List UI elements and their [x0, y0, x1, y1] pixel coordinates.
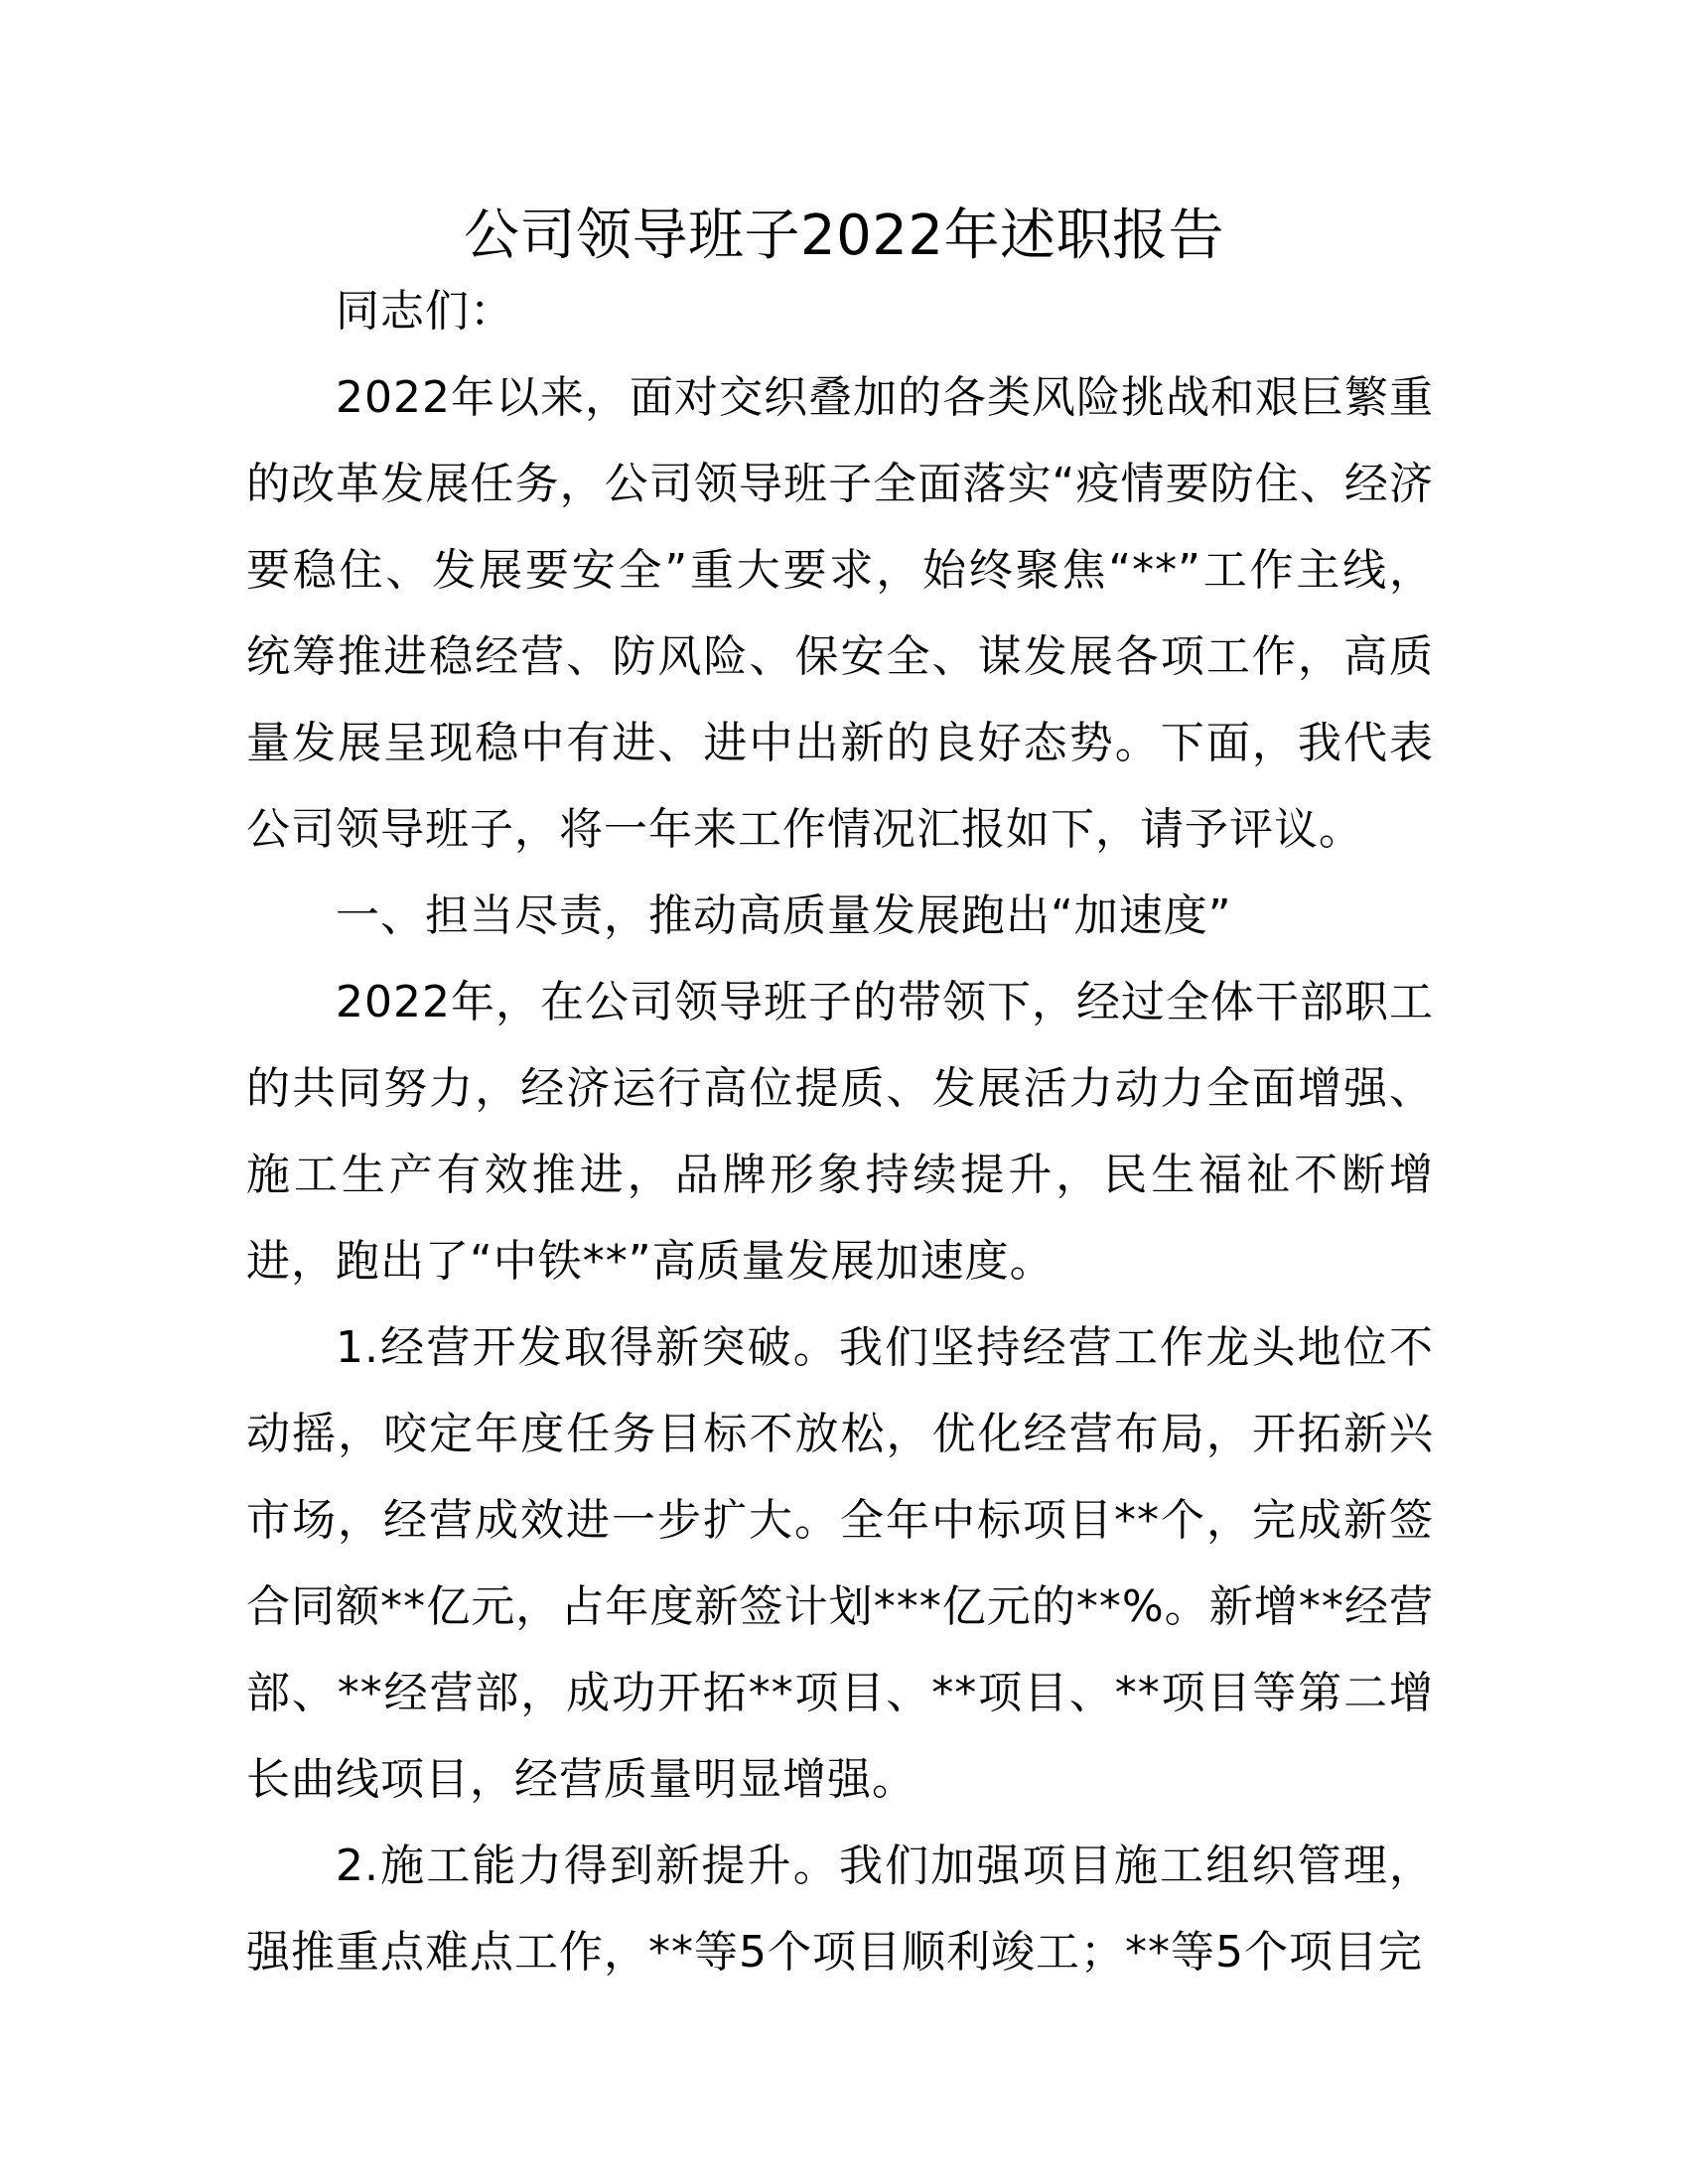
- greeting-paragraph: 同志们：: [336, 286, 514, 337]
- document-body: [246, 268, 1434, 1995]
- business-paragraph: 1.经营开发取得新突破。我们坚持经营工作龙头地位不动摇，咬定年度任务目标不放松，优化经营布局，开拓新兴市场，经营成效进一步扩大。全年中标项目**个，完成新签合同额**亿元，占年度新签计划***亿元的**%。新增**经营部、**经营部，成功开拓**项目、**项目、**项目等第二增长曲线项目，经营质量明显增强。: [246, 1322, 1434, 1805]
- construction-paragraph: 2.施工能力得到新提升。我们加强项目施工组织管理，强推重点难点工作，**等5个项目顺利竣工；**等5个项目完: [246, 1841, 1434, 1978]
- intro-paragraph: 2022年以来，面对交织叠加的各类风险挑战和艰巨繁重的改革发展任务，公司领导班子全面落实“疫情要防住、经济要稳住、发展要安全”重大要求，始终聚焦“**”工作主线，统筹推进稳经营、防风险、保安全、谋发展各项工作，高质量发展呈现稳中有进、进中出新的良好态势。下面，我代表公司领导班子，将一年来工作情况汇报如下，请予评议。: [246, 372, 1434, 855]
- section-heading: 一、担当尽责，推动高质量发展跑出“加速度”: [336, 890, 1232, 941]
- summary-paragraph: 2022年，在公司领导班子的带领下，经过全体干部职工的共同努力，经济运行高位提质、发展活力动力全面增强、施工生产有效推进，品牌形象持续提升，民生福祉不断增进，跑出了“中铁**”高质量发展加速度。: [246, 977, 1434, 1287]
- document-title: 公司领导班子2022年述职报告: [463, 204, 1224, 268]
